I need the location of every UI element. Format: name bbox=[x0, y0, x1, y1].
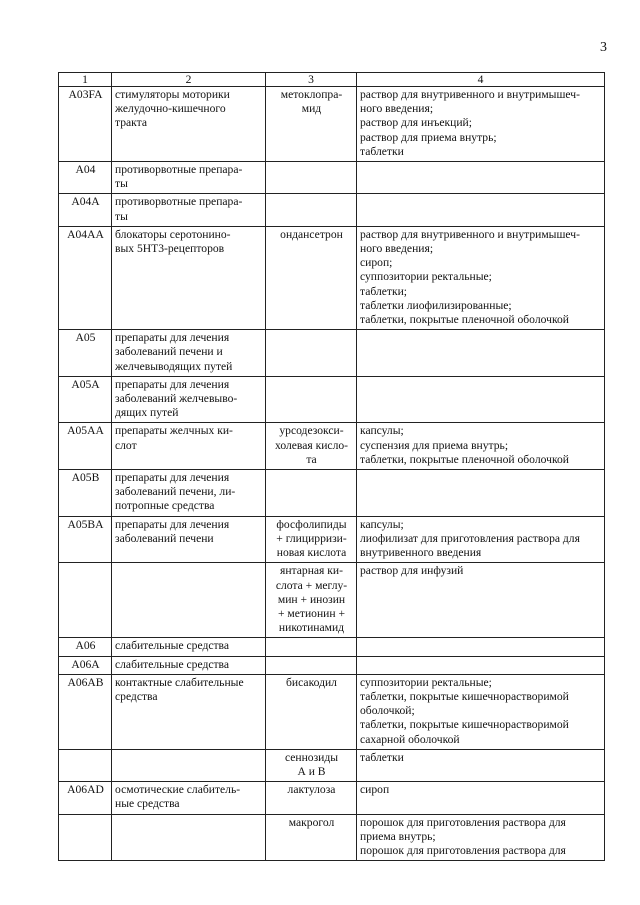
table-row bbox=[59, 330, 605, 377]
drug-name-cell bbox=[266, 656, 357, 674]
drug-name-cell: метоклопра- мид bbox=[266, 87, 357, 162]
group-name-cell: стимуляторы моторики желудочно-кишечного тракта bbox=[112, 87, 266, 162]
table-row bbox=[59, 563, 605, 638]
table-row bbox=[59, 194, 605, 226]
dosage-form-cell: раствор для внутривенного и внутримышеч- ного введения; сироп; суппозитории ректальные; таблетки; таблетки лиофилизированные; таблетки, покрытые пленочной оболочкой bbox=[357, 226, 605, 329]
table-row bbox=[59, 674, 605, 749]
table-row bbox=[59, 423, 605, 470]
atc-code-cell: A06 bbox=[59, 638, 112, 656]
drug-name-cell: макрогол bbox=[266, 814, 357, 861]
group-name-cell: блокаторы серотонино- вых 5HT3-рецепторов bbox=[112, 226, 266, 329]
column-header-4: 4 bbox=[357, 73, 605, 87]
drug-name-cell: бисакодил bbox=[266, 674, 357, 749]
table-row bbox=[59, 376, 605, 423]
atc-code-cell: A06AD bbox=[59, 782, 112, 814]
drug-name-cell bbox=[266, 330, 357, 377]
dosage-form-cell bbox=[357, 330, 605, 377]
dosage-form-cell bbox=[357, 376, 605, 423]
table-row bbox=[59, 638, 605, 656]
group-name-cell bbox=[112, 749, 266, 781]
atc-code-cell: A06A bbox=[59, 656, 112, 674]
group-name-cell: препараты для лечения заболеваний печени, ли- потропные средства bbox=[112, 470, 266, 517]
group-name-cell: слабительные средства bbox=[112, 638, 266, 656]
dosage-form-cell: капсулы; суспензия для приема внутрь; таблетки, покрытые пленочной оболочкой bbox=[357, 423, 605, 470]
table-row bbox=[59, 516, 605, 563]
table-row bbox=[59, 656, 605, 674]
atc-code-cell: A05 bbox=[59, 330, 112, 377]
drug-name-cell bbox=[266, 470, 357, 517]
atc-code-cell: A04A bbox=[59, 194, 112, 226]
group-name-cell: осмотические слабитель- ные средства bbox=[112, 782, 266, 814]
group-name-cell: препараты для лечения заболеваний печени bbox=[112, 516, 266, 563]
dosage-form-cell: раствор для инфузий bbox=[357, 563, 605, 638]
drug-name-cell: сеннозиды А и В bbox=[266, 749, 357, 781]
drug-name-cell: фосфолипиды + глицирризи- новая кислота bbox=[266, 516, 357, 563]
table-row bbox=[59, 162, 605, 194]
table-row bbox=[59, 749, 605, 781]
table-row bbox=[59, 782, 605, 814]
group-name-cell: противорвотные препара- ты bbox=[112, 194, 266, 226]
dosage-form-cell: раствор для внутривенного и внутримышеч- ного введения; раствор для инъекций; раствор для приема внутрь; таблетки bbox=[357, 87, 605, 162]
drug-name-cell: ондансетрон bbox=[266, 226, 357, 329]
atc-code-cell bbox=[59, 749, 112, 781]
dosage-form-cell: таблетки bbox=[357, 749, 605, 781]
dosage-form-cell: порошок для приготовления раствора для приема внутрь; порошок для приготовления раствора для bbox=[357, 814, 605, 861]
dosage-form-cell: сироп bbox=[357, 782, 605, 814]
dosage-form-cell bbox=[357, 656, 605, 674]
column-header-3: 3 bbox=[266, 73, 357, 87]
group-name-cell: препараты для лечения заболеваний печени и желчевыводящих путей bbox=[112, 330, 266, 377]
dosage-form-cell bbox=[357, 470, 605, 517]
drug-table bbox=[58, 72, 605, 861]
atc-code-cell: A04AA bbox=[59, 226, 112, 329]
group-name-cell: препараты для лечения заболеваний желчевыво- дящих путей bbox=[112, 376, 266, 423]
drug-name-cell: урсодезокси- холевая кисло- та bbox=[266, 423, 357, 470]
group-name-cell: противорвотные препара- ты bbox=[112, 162, 266, 194]
drug-name-cell bbox=[266, 638, 357, 656]
dosage-form-cell: капсулы; лиофилизат для приготовления раствора для внутривенного введения bbox=[357, 516, 605, 563]
table-header-row bbox=[59, 73, 605, 87]
table-row bbox=[59, 87, 605, 162]
drug-name-cell: лактулоза bbox=[266, 782, 357, 814]
atc-code-cell bbox=[59, 814, 112, 861]
table-row bbox=[59, 226, 605, 329]
group-name-cell bbox=[112, 563, 266, 638]
atc-code-cell: A04 bbox=[59, 162, 112, 194]
drug-name-cell: янтарная ки- слота + меглу- мин + инозин + метионин + никотинамид bbox=[266, 563, 357, 638]
group-name-cell bbox=[112, 814, 266, 861]
atc-code-cell bbox=[59, 563, 112, 638]
group-name-cell: контактные слабительные средства bbox=[112, 674, 266, 749]
atc-code-cell: A05B bbox=[59, 470, 112, 517]
dosage-form-cell bbox=[357, 162, 605, 194]
drug-name-cell bbox=[266, 194, 357, 226]
dosage-form-cell: суппозитории ректальные; таблетки, покрытые кишечнорастворимой оболочкой; таблетки, покрытые кишечнорастворимой сахарной оболочкой bbox=[357, 674, 605, 749]
dosage-form-cell bbox=[357, 638, 605, 656]
atc-code-cell: A03FA bbox=[59, 87, 112, 162]
drug-name-cell bbox=[266, 162, 357, 194]
group-name-cell: слабительные средства bbox=[112, 656, 266, 674]
table-row bbox=[59, 814, 605, 861]
atc-code-cell: A05BA bbox=[59, 516, 112, 563]
atc-code-cell: A05A bbox=[59, 376, 112, 423]
group-name-cell: препараты желчных ки- слот bbox=[112, 423, 266, 470]
table-row bbox=[59, 470, 605, 517]
page-number: 3 bbox=[600, 40, 607, 55]
drug-name-cell bbox=[266, 376, 357, 423]
atc-code-cell: A05AA bbox=[59, 423, 112, 470]
atc-code-cell: A06AB bbox=[59, 674, 112, 749]
dosage-form-cell bbox=[357, 194, 605, 226]
column-header-2: 2 bbox=[112, 73, 266, 87]
column-header-1: 1 bbox=[59, 73, 112, 87]
